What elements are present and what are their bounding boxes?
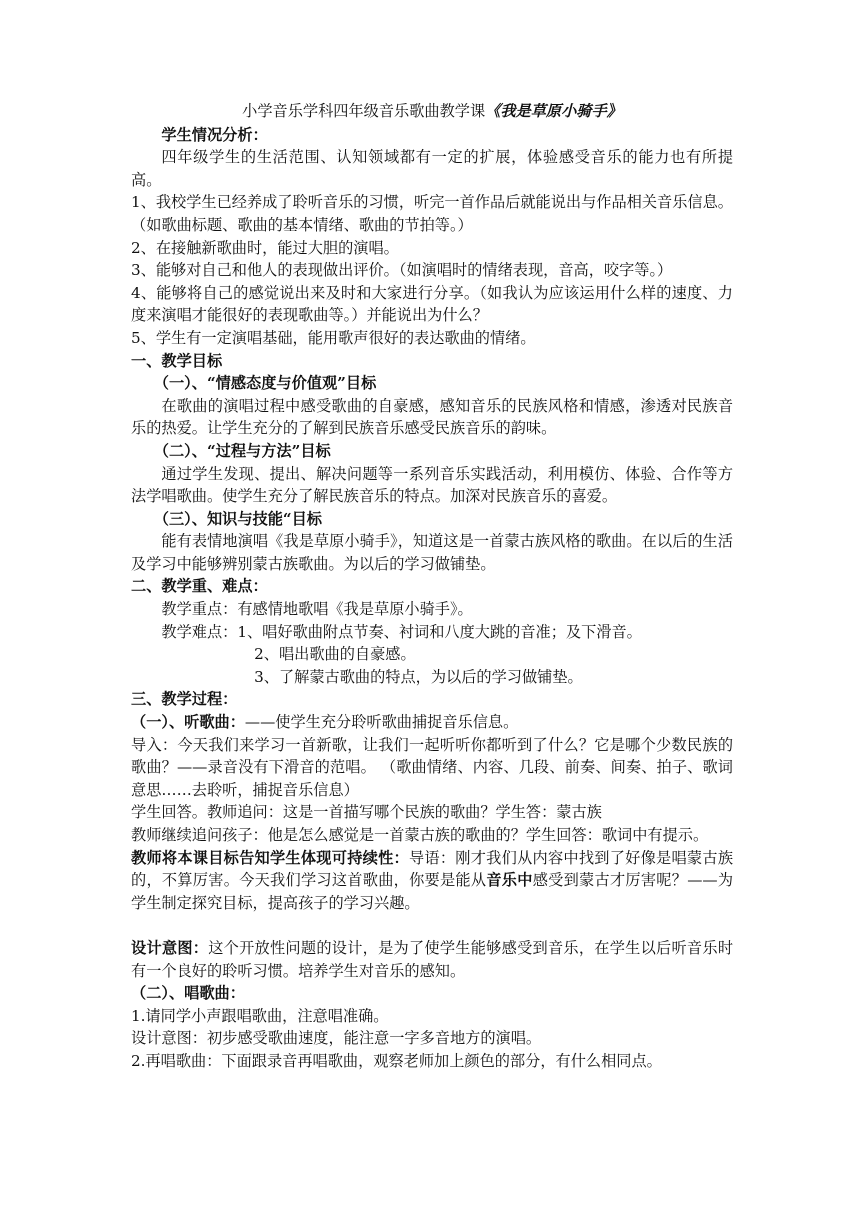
student-answer-1: 学生回答。教师追问：这是一首描写哪个民族的歌曲？学生答：蒙古族 [131,803,602,822]
document-page [131,100,733,1073]
design-intent-paragraph: 设计意图：这个开放性问题的设计，是为了使学生能够感受到音乐，在学生以后听音乐时有一个良好的聆听习惯。培养学生对音乐的感知。 [131,938,734,980]
section-1-heading: 一、教学目标 [131,351,223,370]
goal-2-heading: （二）、“过程与方法”目标 [153,441,331,460]
key-point: 教学重点：有感情地歌唱《我是草原小骑手》。 [161,600,473,619]
blank-line [131,914,733,937]
student-point-4: 4、能够将自己的感觉说出来及时和大家进行分享。（如我认为应该运用什么样的速度、力度来演唱才能很好的表现歌曲等。）并能说出为什么？ [131,283,733,325]
step-2-heading: （二）、唱歌曲： [131,984,245,1003]
goal-1-text: 在歌曲的演唱过程中感受歌曲的自豪感，感知音乐的民族风格和情感，渗透对民族音乐的热爱。让学生充分的了解到民族音乐感受民族音乐的韵味。 [131,396,733,438]
goal-1-heading: （一）、“情感态度与价值观”目标 [153,374,377,393]
student-analysis-intro: 四年级学生的生活范围、认知领域都有一定的扩展，体验感受音乐的能力也有所提高。 [131,148,733,189]
sing-step-1-intent: 设计意图：初步感受歌曲速度，能注意一字多音地方的演唱。 [131,1029,542,1048]
step-1-heading: （一）、听歌曲：——使学生充分聆听歌曲捕捉音乐信息。 [131,713,519,732]
student-point-2: 2、在接触新歌曲时，能过大胆的演唱。 [131,238,399,257]
student-analysis-heading: 学生情况分析： [161,125,268,144]
song-title: 《我是草原小骑手》 [485,102,622,120]
student-point-1: 1、我校学生已经养成了聆听音乐的习惯，听完一首作品后就能说出与作品相关音乐信息。（如歌曲标题、歌曲的基本情绪、歌曲的节拍等。） [131,193,733,234]
teacher-goal-paragraph: 教师将本课目标告知学生体现可持续性：导语：刚才我们从内容中找到了好像是唱蒙古族的，不算厉害。今天我们学习这首歌曲，你要是能从音乐中感受到蒙古才厉害呢？——为学生制定探究目标，提高孩子的学习兴趣。 [131,848,734,912]
section-3-heading: 三、教学过程： [131,690,238,709]
student-answer-2: 教师继续追问孩子：他是怎么感觉是一首蒙古族的歌曲的？学生回答：歌词中有提示。 [131,826,709,844]
student-point-5: 5、学生有一定演唱基础，能用歌声很好的表达歌曲的情绪。 [131,328,536,347]
difficult-point-2: 2、唱出歌曲的自豪感。 [254,645,416,664]
goal-3-text: 能有表情地演唱《我是草原小骑手》，知道这是一首蒙古族风格的歌曲。在以后的生活及学习中能够辨别蒙古族歌曲。为以后的学习做铺垫。 [131,532,733,573]
sing-step-2: 2.再唱歌曲：下面跟录音再唱歌曲，观察老师加上颜色的部分，有什么相同点。 [131,1051,662,1070]
document-title: 小学音乐学科四年级音乐歌曲教学课《我是草原小骑手》 [242,102,622,120]
intro-text: 导入：今天我们来学习一首新歌，让我们一起听听你都听到了什么？它是哪个少数民族的歌曲？——录音没有下滑音的范唱。 （歌曲情绪、内容、几段、前奏、间奏、拍子、歌词意思……去聆听，捕捉音乐信息） [131,735,733,799]
goal-2-text: 通过学生发现、提出、解决问题等一系列音乐实践活动，利用模仿、体验、合作等方法学唱歌曲。使学生充分了解民族音乐的特点。加深对民族音乐的喜爱。 [131,464,733,506]
difficult-point-3: 3、了解蒙古歌曲的特点，为以后的学习做铺垫。 [254,667,583,686]
sing-step-1: 1.请同学小声跟唱歌曲，注意唱准确。 [131,1006,389,1025]
section-2-heading: 二、教学重、难点： [131,577,268,596]
goal-3-heading: （三）、知识与技能“目标 [153,509,322,528]
student-point-3: 3、能够对自己和他人的表现做出评价。（如演唱时的情绪表现，音高，咬字等。） [131,261,673,280]
difficult-point-1: 教学难点：1、唱好歌曲附点节奏、衬词和八度大跳的音准；及下滑音。 [161,622,642,641]
